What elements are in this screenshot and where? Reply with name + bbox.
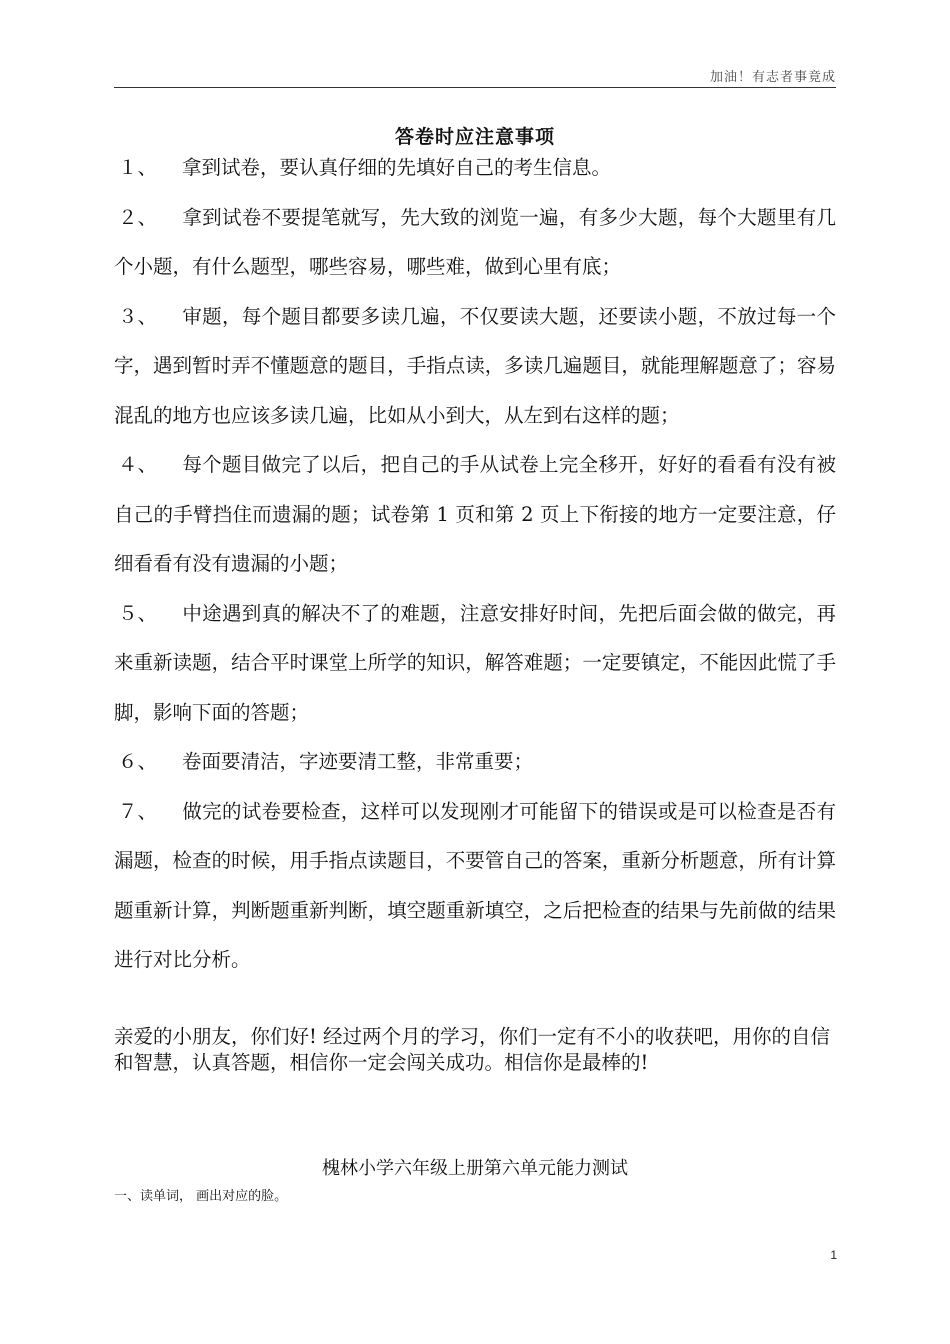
note-text: 每个题目做完了以后，把自己的手从试卷上完全移开，好好的看看有没有被自己的手臂挡住而遗漏的题；试卷第 1 页和第 2 页上下衔接的地方一定要注意，仔细看看有没有遗漏的小题； xyxy=(114,453,836,575)
note-item-5 xyxy=(114,589,836,738)
page-title: 答卷时应注意事项 xyxy=(394,126,555,148)
notes-list xyxy=(114,143,836,985)
note-number: ２、 xyxy=(118,205,158,229)
note-item-4 xyxy=(114,440,836,589)
note-text: 做完的试卷要检查，这样可以发现刚才可能留下的错误或是可以检查是否有漏题，检查的时候，用手指点读题目，不要管自己的答案，重新分析题意，所有计算题重新计算，判断题重新判断，填空题重新填空，之后把检查的结果与先前做的结果进行对比分析。 xyxy=(114,799,836,971)
note-item-6 xyxy=(114,737,836,787)
page-number: 1 xyxy=(830,1248,837,1262)
note-number: ４、 xyxy=(118,453,158,476)
note-text: 拿到试卷，要认真仔细的先填好自己的考生信息。 xyxy=(182,156,612,179)
section-heading-1: 一、读单词， 画出对应的脸。 xyxy=(114,1189,288,1204)
note-text: 审题，每个题目都要多读几遍，不仅要读大题，还要读小题，不放过每一个字，遇到暂时弄不懂题意的题目，手指点读，多读几遍题目，就能理解题意了；容易混乱的地方也应该多读几遍，比如从小到大，从左到右这样的题； xyxy=(114,304,836,427)
note-item-3 xyxy=(114,292,836,441)
test-title: 槐林小学六年级上册第六单元能力测试 xyxy=(322,1158,628,1179)
note-item-7 xyxy=(114,787,836,985)
note-item-1 xyxy=(114,143,836,193)
note-number: ６、 xyxy=(118,750,158,773)
encouragement-paragraph: 亲爱的小朋友，你们好! 经过两个月的学习，你们一定有不小的收获吧，用你的自信和智慧，认真答题，相信你一定会闯关成功。相信你是最棒的! xyxy=(114,1025,831,1074)
note-text: 拿到试卷不要提笔就写，先大致的浏览一遍，有多少大题，每个大题里有几个小题，有什么题型，哪些容易，哪些难，做到心里有底； xyxy=(114,205,836,278)
note-number: １、 xyxy=(118,156,158,179)
header-divider xyxy=(114,87,836,88)
note-number: ３、 xyxy=(118,304,158,328)
note-number: ７、 xyxy=(118,799,158,823)
note-text: 中途遇到真的解决不了的难题，注意安排好时间，先把后面会做的做完，再来重新读题，结合平时课堂上所学的知识，解答难题；一定要镇定，不能因此慌了手脚，影响下面的答题； xyxy=(114,601,836,724)
note-item-2 xyxy=(114,193,836,292)
note-text: 卷面要清洁，字迹要清工整，非常重要； xyxy=(182,750,534,773)
note-number: ５、 xyxy=(118,601,158,625)
header-motto: 加油！有志者事竟成 xyxy=(709,70,836,85)
